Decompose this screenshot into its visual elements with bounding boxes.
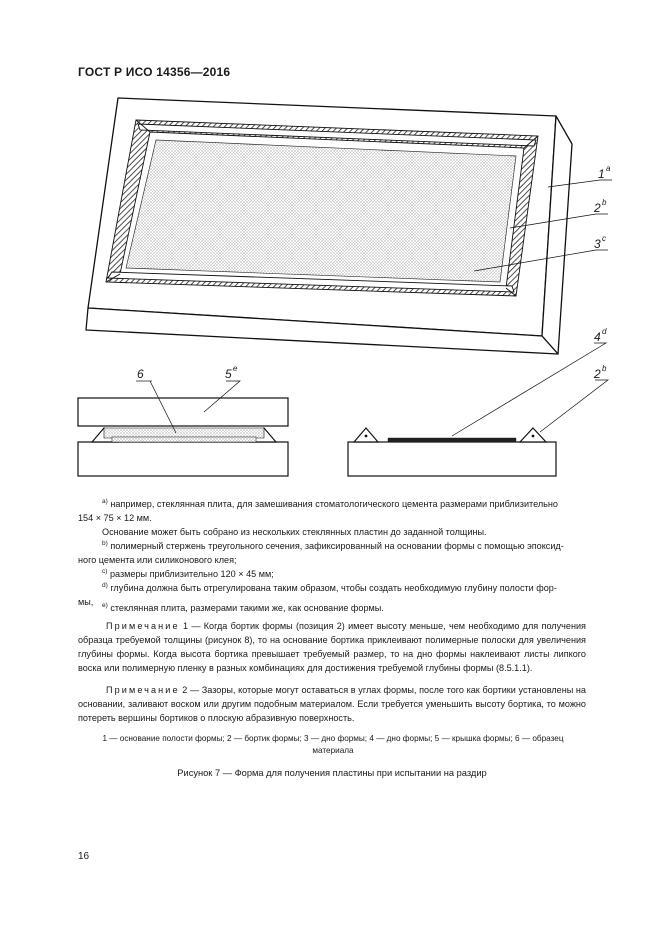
callout-number: 4 [594,330,601,344]
callout-number: 6 [137,367,144,381]
mould-cavity-floor [126,140,516,282]
callout-3c [594,234,606,251]
callout-number: 1 [598,167,605,181]
callout-4d [594,327,607,344]
callout-number: 2 [594,201,601,215]
note-label: Примечание [106,621,180,631]
note-1 [78,619,586,675]
note-2 [78,683,586,725]
figure-caption: Рисунок 7 — Форма для получения пластины при испытании на раздир [177,768,487,778]
side-view-right [348,343,608,476]
callout-5e [225,364,238,381]
footnote-a: $^{a)}$ например, стеклянная плита, для замешивания стоматологического цемента размерами приблизительно 154 × 75 × 12 мм. Основание может быть собрано из нескольких стеклянных пластин до заданной толщины. [78,498,558,537]
footnote-e: $^{e)}$ стеклянная плита, размерами такими же, как основание формы. [102,602,384,613]
callout-2b-side [593,364,607,381]
callout-number: 3 [594,237,601,251]
callout-sup: a [606,164,611,173]
callout-number: 2 [594,367,601,381]
callout-2b-top [593,198,607,215]
callout-sup: c [602,234,606,243]
callout-1a [598,164,611,181]
callout-sup: b [602,364,607,373]
note-number: 2 [182,685,188,695]
callout-6 [137,367,144,381]
side-view-left [78,381,288,476]
page-number: 16 [78,851,90,862]
footnote-d: $^{d)}$ глубина должна быть отрегулирована таким образом, чтобы создать необходимую глубину полости фор- мы, [78,582,557,607]
note-text: — Когда бортик формы (позиция 2) имеет высоту меньше, чем необходимо для получения образца требуемой толщины (рисунок 8), то на основание бортика приклеивают полимерные полоски для увеличения глубины формы. Когда высота бортика превышает требуемый размер, то на дно формы наклеивают листы липкого воска или полимерную пленку в разных комбинациях для достижения требуемой глубины формы (8.5.1.1). [78,621,586,673]
note-number: 1 [182,621,189,631]
callout-sup: d [602,327,607,336]
callout-sup: b [602,198,607,207]
note-text: — Зазоры, которые могут оставаться в углах формы, после того как бортики установлены на основании, заливают воском или другим подобным материалом. Если требуется уменьшить высоту бортика, то можно потереть вершины бортиков о плоскую абразивную поверхность. [78,685,586,723]
callout-number: 5 [225,367,232,381]
footnote-b: $^{b)}$ полимерный стержень треугольного сечения, зафиксированный на основании формы с помощью эпоксид- ного цемента или силиконового клея; [78,540,564,565]
figure-legend: 1 — основание полости формы; 2 — бортик формы; 3 — дно формы; 4 — дно формы; 5 — крышка формы; 6 — образец материала [102,734,564,755]
footnote-c: $^{c)}$ размеры приблизительно 120 × 45 мм; [102,568,274,579]
callout-sup: e [233,364,238,373]
document-header: ГОСТ Р ИСО 14356—2016 [78,65,231,79]
note-label: Примечание [106,685,180,695]
